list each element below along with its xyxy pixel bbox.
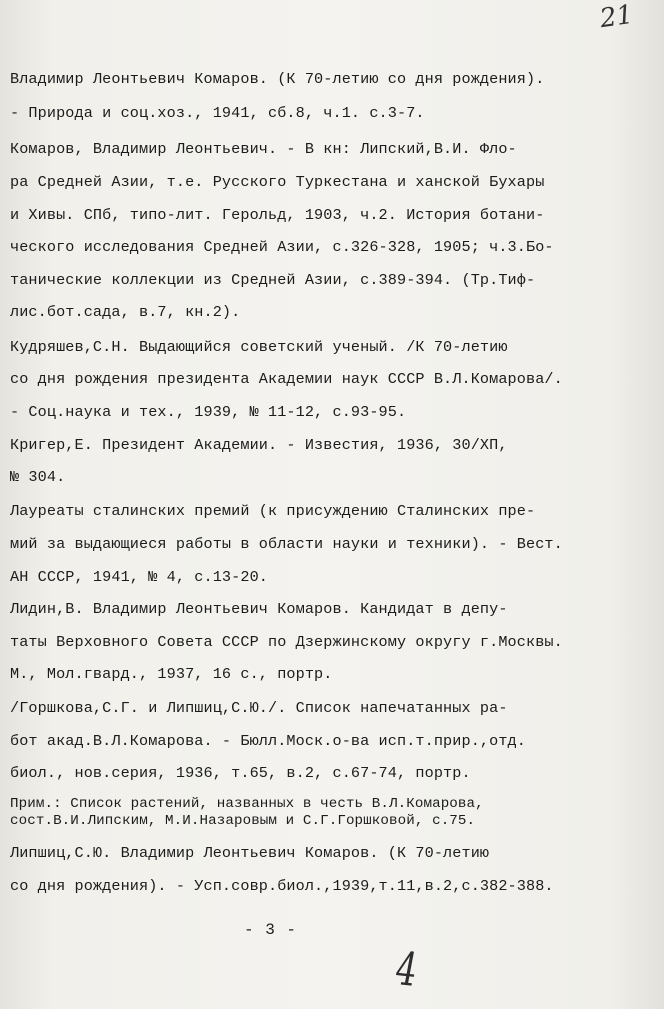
text-line: № 304. — [10, 468, 66, 486]
text-line: бот акад.В.Л.Комарова. - Бюлл.Моск.о-ва исп.т.прир.,отд. — [10, 732, 526, 750]
text-line: Владимир Леонтьевич Комаров. (К 70-летию со дня рождения). — [10, 70, 545, 88]
text-line: Лауреаты сталинских премий (к присуждению Сталинских пре- — [10, 502, 536, 520]
text-line: мий за выдающиеся работы в области науки и техники). - Вест. — [10, 535, 563, 553]
text-line: таты Верховного Совета СССР по Дзержинскому округу г.Москвы. — [10, 633, 563, 651]
text-line: со дня рождения президента Академии наук СССР В.Л.Комарова/. — [10, 370, 563, 388]
text-line: ра Средней Азии, т.е. Русского Туркестана и ханской Бухары — [10, 173, 545, 191]
text-line: со дня рождения). - Усп.совр.биол.,1939,т.11,в.2,с.382-388. — [10, 877, 554, 895]
text-line: Прим.: Список растений, названных в честь В.Л.Комарова, — [10, 796, 484, 812]
text-line: Кригер,Е. Президент Академии. - Известия, 1936, 30/ХП, — [10, 436, 508, 454]
text-line: /Горшкова,С.Г. и Липшиц,С.Ю./. Список напечатанных ра- — [10, 699, 508, 717]
text-line: ческого исследования Средней Азии, с.326-328, 1905; ч.3.Бо- — [10, 238, 554, 256]
text-line: АН СССР, 1941, № 4, с.13-20. — [10, 568, 268, 586]
text-line: и Хивы. СПб, типо-лит. Герольд, 1903, ч.2. История ботани- — [10, 206, 545, 224]
text-line: Липшиц,С.Ю. Владимир Леонтьевич Комаров. (К 70-летию — [10, 844, 490, 862]
text-line: Комаров, Владимир Леонтьевич. - В кн: Липский,В.И. Фло- — [10, 140, 517, 158]
text-line: - Соц.наука и тех., 1939, № 11-12, с.93-95. — [10, 403, 407, 421]
text-line: - Природа и соц.хоз., 1941, сб.8, ч.1. с.3-7. — [10, 104, 425, 122]
handwritten-mark: 4 — [395, 941, 419, 997]
text-line: М., Мол.гвард., 1937, 16 с., портр. — [10, 665, 333, 683]
text-line: Лидин,В. Владимир Леонтьевич Комаров. Кандидат в депу- — [10, 600, 508, 618]
page-number: - 3 - — [244, 921, 298, 939]
text-line: биол., нов.серия, 1936, т.65, в.2, с.67-74, портр. — [10, 764, 471, 782]
text-line: Кудряшев,С.Н. Выдающийся советский ученый. /К 70-летию — [10, 338, 508, 356]
text-line: лис.бот.сада, в.7, кн.2). — [10, 303, 241, 321]
corner-page-number: 21 — [598, 0, 636, 35]
text-line: танические коллекции из Средней Азии, с.389-394. (Тр.Тиф- — [10, 271, 536, 289]
text-line: сост.В.И.Липским, М.И.Назаровым и С.Г.Горшковой, с.75. — [10, 813, 476, 829]
